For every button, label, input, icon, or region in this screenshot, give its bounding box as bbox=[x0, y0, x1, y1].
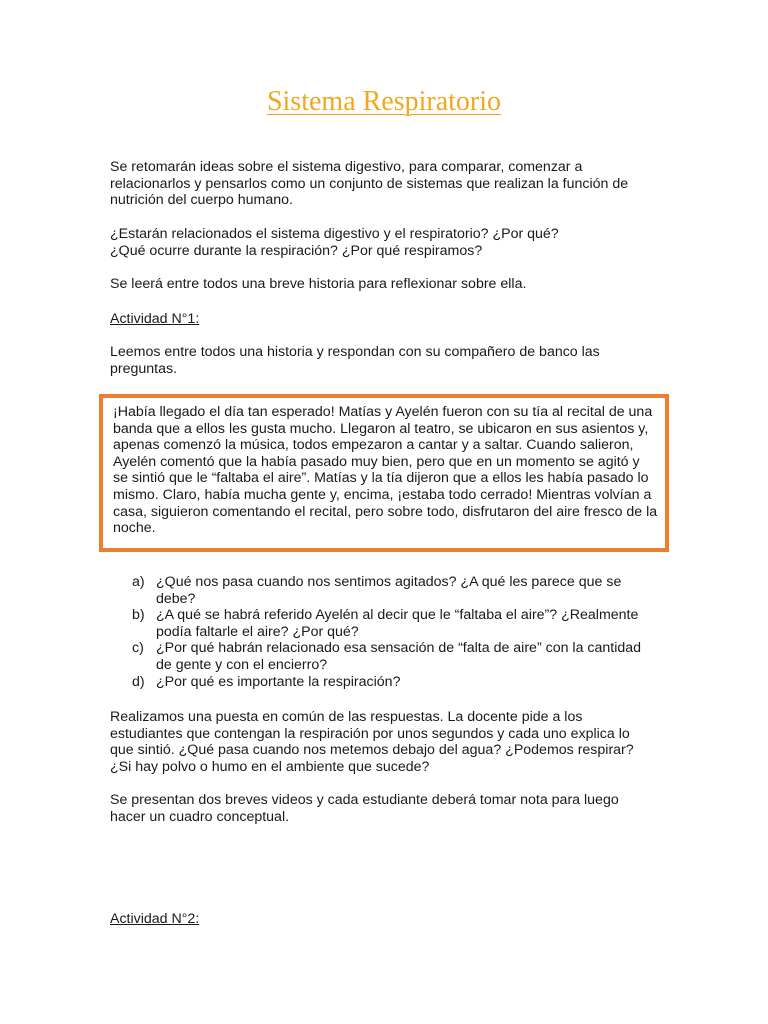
activity-1-heading: Actividad N°1: bbox=[110, 311, 200, 327]
question-text: ¿Qué nos pasa cuando nos sentimos agitados? ¿A qué les parece que se debe? bbox=[156, 574, 622, 607]
story-box bbox=[99, 394, 669, 552]
question-text: ¿Por qué es importante la respiración? bbox=[156, 673, 401, 690]
intro-paragraph: Se retomarán ideas sobre el sistema digestivo, para comparar, comenzar a relacionarlos y pensarlos como un conjunto de sistemas que realizan la función de nutrición del cuerpo humano. bbox=[110, 159, 629, 209]
activity-2-heading: Actividad N°2: bbox=[110, 911, 200, 927]
list-item bbox=[132, 674, 652, 691]
activity-1-instruction: Leemos entre todos una historia y respondan con su compañero de banco las preguntas. bbox=[110, 344, 600, 377]
question-text: ¿A qué se habrá referido Ayelén al decir que le “faltaba el aire”? ¿Realmente podía faltarle el aire? ¿Por qué? bbox=[156, 607, 639, 640]
question-text: ¿Por qué habrán relacionado esa sensación de “falta de aire” con la cantidad de gente y con el encierro? bbox=[156, 640, 642, 673]
list-item bbox=[132, 607, 652, 640]
question-letter: d) bbox=[132, 673, 145, 690]
list-item bbox=[132, 640, 652, 673]
question-letter: a) bbox=[132, 574, 145, 590]
question-letter: c) bbox=[132, 640, 144, 657]
document-title: Sistema Respiratorio bbox=[266, 86, 502, 117]
list-item bbox=[132, 574, 652, 607]
reading-note: Se leerá entre todos una breve historia para reflexionar sobre ella. bbox=[110, 276, 527, 292]
question-intro-2: ¿Qué ocurre durante la respiración? ¿Por qué respiramos? bbox=[110, 242, 483, 259]
question-list bbox=[132, 574, 652, 690]
discussion-paragraph: Realizamos una puesta en común de las respuestas. La docente pide a los estudiantes que contengan la respiración por unos segundos y cada uno explica lo que sintió. ¿Qué pasa cuando nos metemos debajo del agua? ¿Podemos respirar? ¿Si hay polvo o humo en el ambiente que sucede? bbox=[110, 709, 634, 775]
question-intro-1: ¿Estarán relacionados el sistema digestivo y el respiratorio? ¿Por qué? bbox=[110, 226, 559, 242]
story-text: ¡Había llegado el día tan esperado! Matías y Ayelén fueron con su tía al recital de una banda que a ellos les gusta mucho. Llegaron al teatro, se ubicaron en sus asientos y, apenas comenzó la música, todos empezaron a cantar y a saltar. Cuando salieron, Ayelén comentó que la había pasado muy bien, pero que en un momento se agitó y se sintió que le “faltaba el aire”. Matías y la tía dijeron que a ellos les había pasado lo mismo. Claro, había mucha gente y, encima, ¡estaba todo cerrado! Mientras volvían a casa, siguieron comentando el recital, pero sobre todo, disfrutaron del aire fresco de la noche. bbox=[113, 404, 658, 537]
question-letter: b) bbox=[132, 607, 145, 624]
videos-note: Se presentan dos breves videos y cada estudiante deberá tomar nota para luego hacer un cuadro conceptual. bbox=[110, 792, 619, 825]
